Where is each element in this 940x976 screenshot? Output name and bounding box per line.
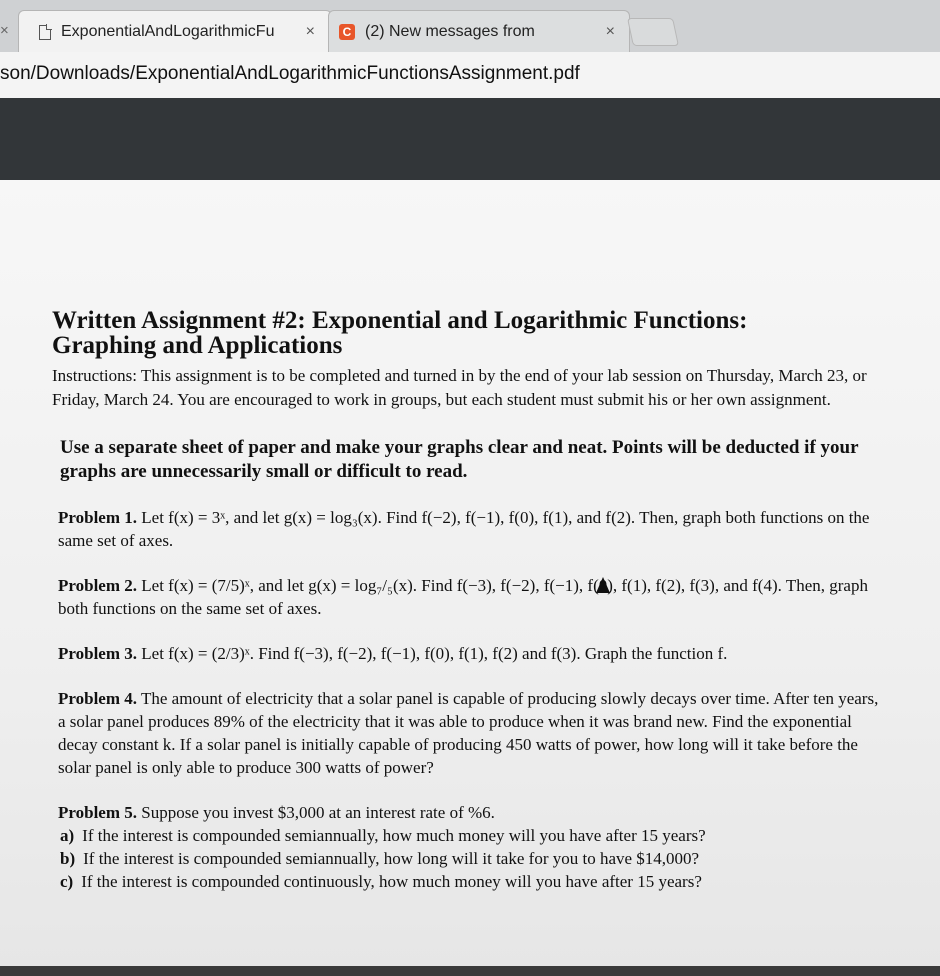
problem-label: Problem 1.	[58, 508, 138, 527]
problem-text: Let f(x) = 3ˣ, and let g(x) = log₃(x). Find f(−2), f(−1), f(0), f(1), and f(2). Then, graph both functions on the same set of axes.	[58, 508, 870, 550]
tab-pdf[interactable]	[18, 10, 332, 53]
subpart-a	[52, 824, 882, 847]
subpart-label: b)	[60, 849, 76, 868]
graph-notice: Use a separate sheet of paper and make your graphs clear and neat. Points will be deducted if your graphs are unnecessarily small or difficult to read.	[60, 437, 859, 482]
url-text[interactable]: son/Downloads/ExponentialAndLogarithmicFunctionsAssignment.pdf	[0, 63, 580, 84]
problem-text: The amount of electricity that a solar panel is capable of producing slowly decays over time. After ten years, a solar panel produces 89% of the electricity that it was able to produce when it was brand new. Find the exponential decay constant k. If a solar panel is initially capable of producing 450 watts of power, how long will it take before the solar panel is only able to produce 300 watts of power?	[58, 689, 879, 777]
problem-4	[52, 687, 882, 779]
instructions: Instructions: This assignment is to be completed and turned in by the end of your lab session on Thursday, March 23, or Friday, March 24. You are encouraged to work in groups, but each student must submit his or her own assignment.	[52, 366, 867, 409]
assignment-content	[52, 308, 882, 893]
pdf-viewer-toolbar	[0, 98, 940, 180]
os-taskbar	[0, 966, 940, 976]
close-icon[interactable]: ×	[0, 22, 9, 39]
problem-text: Suppose you invest $3,000 at an interest rate of %6.	[141, 803, 495, 822]
subpart-text: If the interest is compounded semiannually, how much money will you have after 15 years?	[82, 826, 706, 845]
problem-5	[52, 801, 882, 824]
subpart-label: c)	[60, 872, 74, 891]
mouse-cursor-icon	[596, 577, 610, 593]
tab-close-icon[interactable]: ×	[305, 23, 315, 40]
tab-close-icon[interactable]: ×	[605, 23, 615, 40]
subpart-text: If the interest is compounded continuously, how much money will you have after 15 years?	[81, 872, 702, 891]
tab-bar	[0, 0, 940, 53]
pdf-page	[0, 180, 940, 976]
tab-title: (2) New messages from	[365, 23, 535, 40]
problem-label: Problem 2.	[58, 576, 138, 595]
subpart-text: If the interest is compounded semiannually, how long will it take for you to have $14,000?	[83, 849, 700, 868]
subpart-b	[52, 847, 882, 870]
subpart-label: a)	[60, 826, 75, 845]
document-icon	[39, 25, 51, 40]
tab-title: ExponentialAndLogarithmicFu	[61, 23, 275, 40]
address-bar[interactable]	[0, 52, 940, 99]
problem-text: Let f(x) = (7/5)ˣ, and let g(x) = log₇/₅(x). Find f(−3), f(−2), f(−1), f(0), f(1), f(2), f(3), and f(4). Then, graph both functions on the same set of axes.	[58, 576, 868, 618]
problem-label: Problem 3.	[58, 644, 138, 663]
problem-label: Problem 4.	[58, 689, 138, 708]
title-line-1: Written Assignment #2: Exponential and Logarithmic Functions:	[52, 307, 748, 334]
tab-messages[interactable]	[328, 10, 630, 53]
subpart-c	[52, 870, 882, 893]
problem-text: Let f(x) = (2/3)ˣ. Find f(−3), f(−2), f(−1), f(0), f(1), f(2) and f(3). Graph the function f.	[141, 644, 728, 663]
problem-3	[52, 642, 882, 665]
problem-label: Problem 5.	[58, 803, 138, 822]
site-favicon-icon: C	[339, 24, 355, 40]
title-line-2: Graphing and Applications	[52, 332, 343, 359]
page-title	[52, 308, 882, 358]
new-tab-button[interactable]	[627, 18, 679, 46]
problem-1	[52, 506, 882, 552]
problem-2	[52, 574, 882, 620]
